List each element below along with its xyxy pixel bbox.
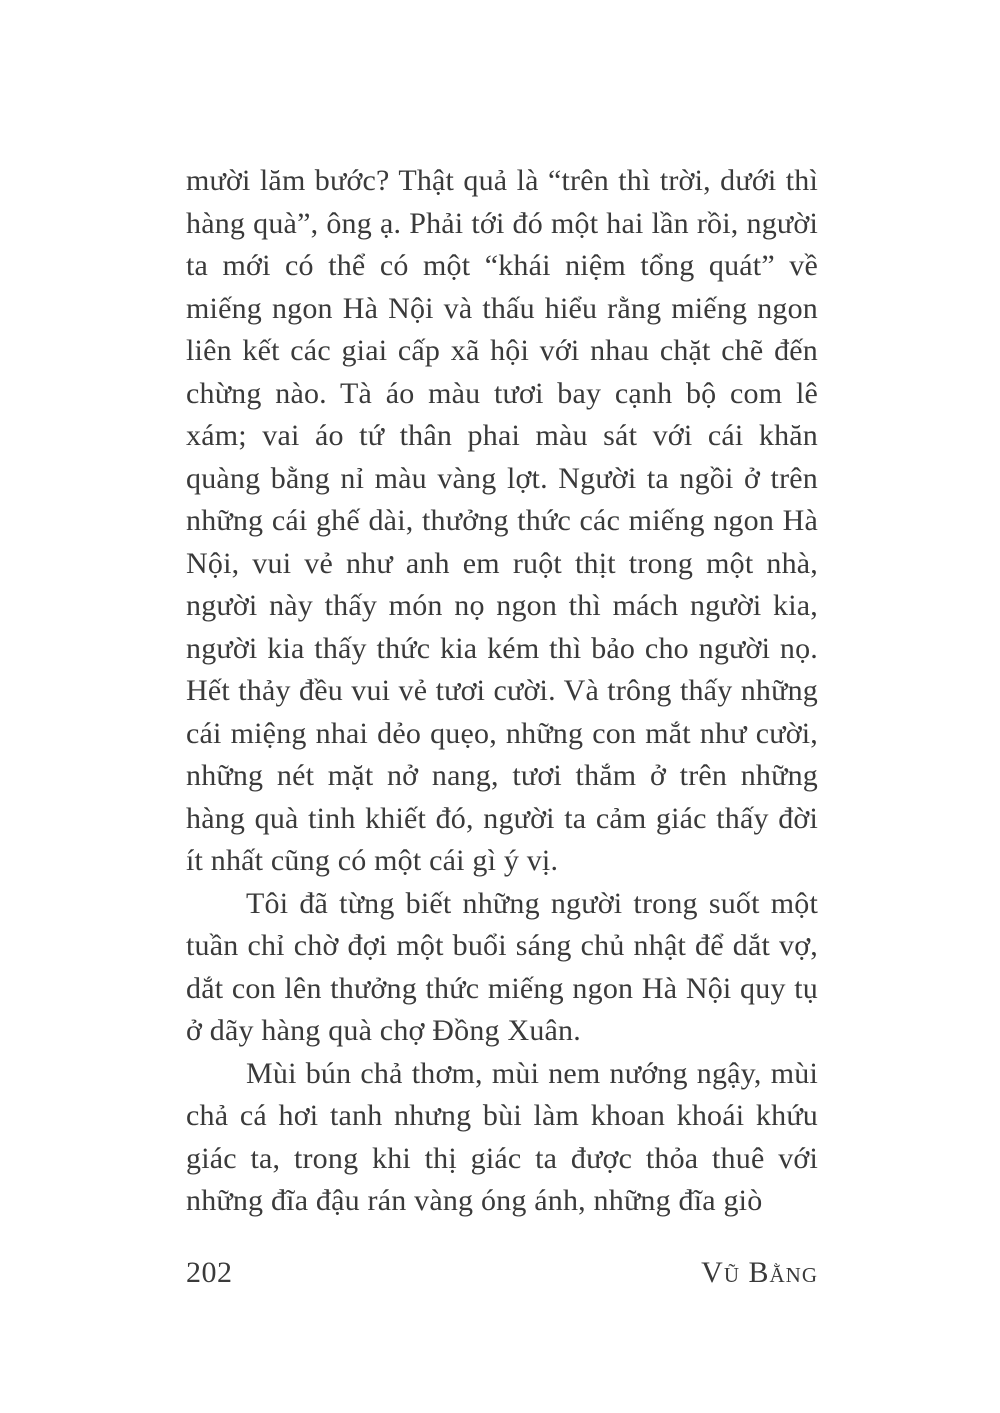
paragraph: mười lăm bước? Thật quả là “trên thì trời, dưới thì hàng quà”, ông ạ. Phải tới đó một hai lần rồi, người ta mới có thể có một “khái niệm tổng quát” về miếng ngon Hà Nội và thấu hiểu rằng miếng ngon liên kết các giai cấp xã hội với nhau chặt chẽ đến chừng nào. Tà áo màu tươi bay cạnh bộ com lê xám; vai áo tứ thân phai màu sát với cái khăn quàng bằng nỉ màu vàng lợt. Người ta ngồi ở trên những cái ghế dài, thưởng thức các miếng ngon Hà Nội, vui vẻ như anh em ruột thịt trong một nhà, người này thấy món nọ ngon thì mách người kia, người kia thấy thức kia kém thì bảo cho người nọ. Hết thảy đều vui vẻ tươi cười. Và trông thấy những cái miệng nhai dẻo quẹo, những con mắt như cười, những nét mặt nở nang, tươi thắm ở trên những hàng quà tinh khiết đó, người ta cảm giác thấy đời ít nhất cũng có một cái gì ý vị. (186, 164, 818, 877)
paragraph: Tôi đã từng biết những người trong suốt một tuần chỉ chờ đợi một buổi sáng chủ nhật để dắt vợ, dắt con lên thưởng thức miếng ngon Hà Nội quy tụ ở dãy hàng quà chợ Đồng Xuân. (186, 886, 818, 1047)
page-number: 202 (186, 1256, 233, 1289)
author-running-head: Vũ Bằng (701, 1256, 818, 1289)
paragraph: Mùi bún chả thơm, mùi nem nướng ngậy, mùi chả cá hơi tanh nhưng bùi làm khoan khoái khứu giác ta, trong khi thị giác ta được thỏa thuê với những đĩa đậu rán vàng óng ánh, những đĩa giò (186, 1056, 818, 1217)
page-footer (186, 1252, 818, 1294)
body-text (186, 160, 818, 1223)
